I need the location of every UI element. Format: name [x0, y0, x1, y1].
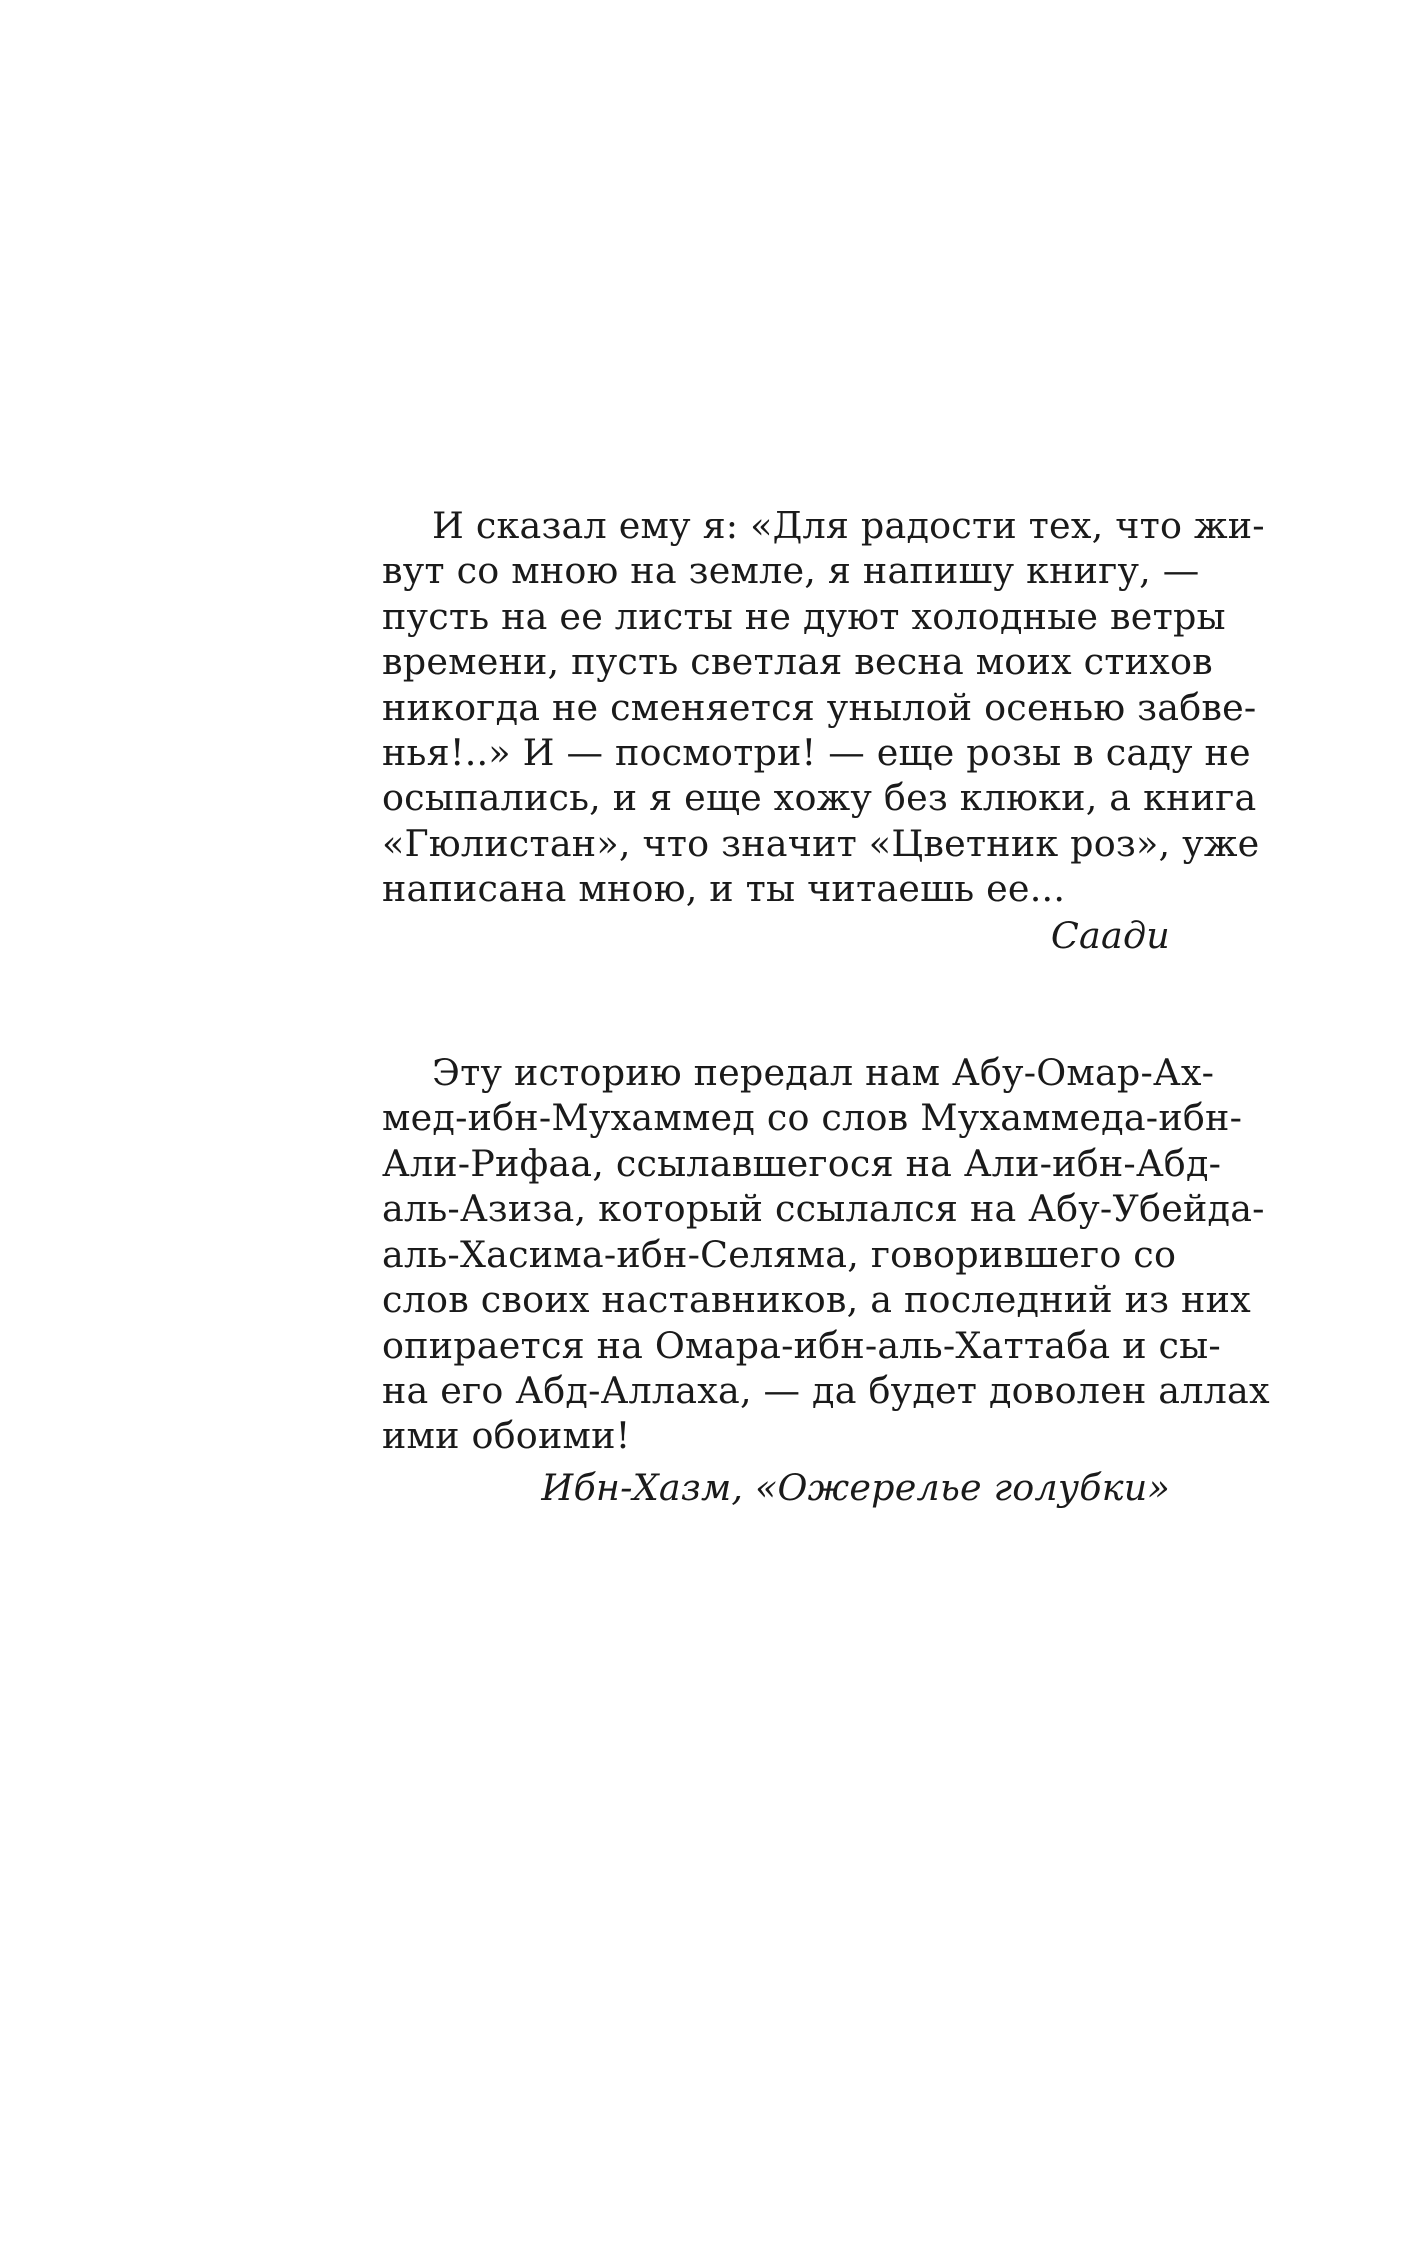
epigraph-line: «Гюлистан», что значит «Цветник роз», уже — [382, 821, 1260, 865]
epigraph-attribution: Саади — [1050, 913, 1170, 957]
epigraph-line: И сказал ему я: «Для радости тех, что жи- — [432, 504, 1265, 547]
epigraph-line: опирается на Омара-ибн-аль-Хаттаба и сы- — [382, 1323, 1221, 1367]
epigraph-line: нья!..» И — посмотри! — еще розы в саду не — [382, 731, 1251, 775]
epigraph-line: Эту историю передал нам Абу-Омар-Ах- — [432, 1051, 1215, 1095]
epigraph-line: аль-Азиза, который ссылался на Абу-Убейда- — [382, 1187, 1265, 1231]
epigraph-line: слов своих наставников, а последний из них — [382, 1278, 1251, 1322]
epigraph-line: вут со мною на земле, я напишу книгу, — — [382, 549, 1200, 593]
epigraph-attribution: Ибн-Хазм, «Ожерелье голубки» — [541, 1465, 1170, 1509]
epigraph-line: осыпались, и я еще хожу без клюки, а книга — [382, 776, 1257, 820]
epigraphs-column — [382, 503, 1270, 1510]
epigraph-line: мед-ибн-Мухаммед со слов Мухаммеда-ибн- — [382, 1096, 1243, 1140]
epigraph-line: Али-Рифаа, ссылавшегося на Али-ибн-Абд- — [382, 1141, 1222, 1185]
epigraph-line: аль-Хасима-ибн-Селяма, говорившего со — [382, 1232, 1177, 1276]
epigraph-line: на его Абд-Аллаха, — да будет доволен аллах — [382, 1368, 1270, 1412]
epigraph-line: никогда не сменяется унылой осенью забве- — [382, 685, 1257, 729]
epigraph-line: ими обоими! — [382, 1414, 631, 1458]
epigraph-ibn-hazm — [382, 1050, 1270, 1510]
epigraph-line: написана мною, и ты читаешь ее... — [382, 867, 1066, 911]
epigraph-line: времени, пусть светлая весна моих стихов — [382, 640, 1213, 684]
epigraph-saadi — [382, 503, 1265, 958]
epigraph-line: пусть на ее листы не дуют холодные ветры — [382, 594, 1226, 638]
